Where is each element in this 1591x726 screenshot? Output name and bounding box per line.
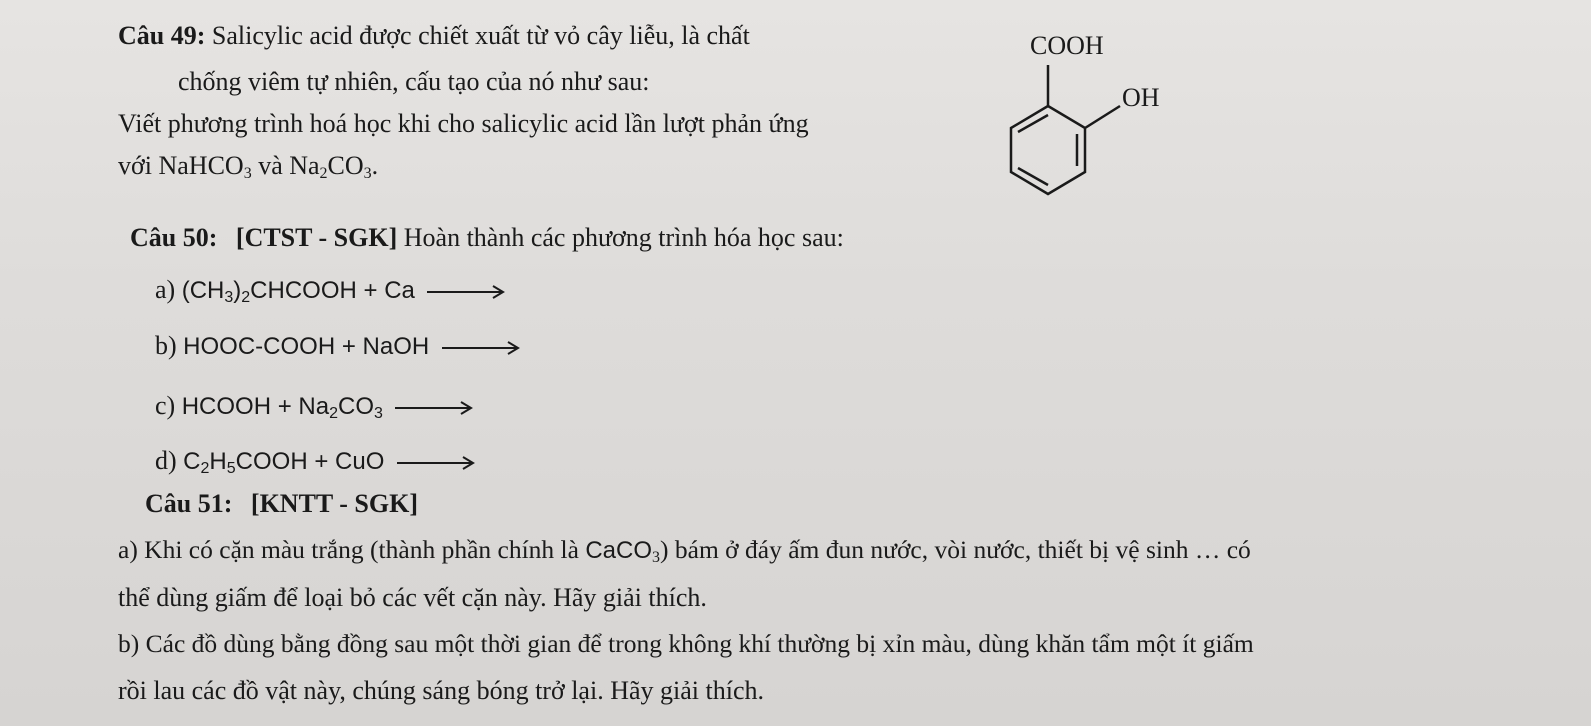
q49-line-2: chống viêm tự nhiên, cấu tạo của nó như sau: (178, 67, 650, 96)
reaction-arrow-icon (442, 341, 522, 355)
q49-label: Câu 49: (118, 21, 206, 50)
reaction-arrow-icon (397, 456, 477, 470)
q51-a-line-1: a) Khi có cặn màu trắng (thành phần chính là CaCO$_3$) bám ở đáy ấm đun nước, vòi nước, thiết bị vệ sinh … có (118, 535, 1251, 566)
reaction-arrow-icon (395, 401, 475, 415)
q50-label: Câu 50: (130, 223, 218, 252)
double-bond-1 (1018, 115, 1048, 132)
q50-equation-a: a) $(CH_3)_2CHCOOH + Ca$ (155, 274, 507, 307)
q50-tag: [CTST - SGK] (235, 223, 398, 252)
oh-bond (1085, 106, 1120, 128)
cooh-label: COOH (1030, 31, 1104, 60)
q50-equation-b: b) HOOC-COOH + NaOH (155, 330, 522, 363)
q51-header (145, 488, 418, 520)
q51-b-line-1: b) Các đồ dùng bằng đồng sau một thời gian để trong không khí thường bị xỉn màu, dùng khăn tẩm một ít giấm (118, 629, 1254, 658)
q51-label: Câu 51: (145, 489, 233, 518)
q49-line-3: Viết phương trình hoá học khi cho salicylic acid lần lượt phản ứng (118, 109, 809, 138)
oh-label: OH (1122, 83, 1160, 112)
double-bond-3 (1018, 168, 1048, 185)
q50-equation-c: c) HCOOH + $Na_2CO_3$ (155, 390, 475, 423)
salicylic-acid-structure (990, 20, 1190, 210)
q51-b-line-2: rồi lau các đồ vật này, chúng sáng bóng trở lại. Hãy giải thích. (118, 676, 764, 705)
q50-equation-d: d) $C_2H_5COOH$ + CuO (155, 445, 477, 478)
reaction-arrow-icon (427, 285, 507, 299)
q51-tag: [KNTT - SGK] (250, 489, 419, 518)
q50-header (130, 222, 844, 254)
q49-line-4: với NaHCO$_3$ và $Na_2CO_3$. (118, 151, 379, 182)
q51-a-line-2: thể dùng giấm để loại bỏ các vết cặn này. Hãy giải thích. (118, 583, 707, 612)
benzene-ring (1011, 106, 1085, 194)
q49-line-1 (118, 20, 750, 52)
q50-text: Hoàn thành các phương trình hóa học sau: (403, 223, 844, 252)
q49-text-1: Salicylic acid được chiết xuất từ vỏ cây liễu, là chất (211, 21, 750, 50)
